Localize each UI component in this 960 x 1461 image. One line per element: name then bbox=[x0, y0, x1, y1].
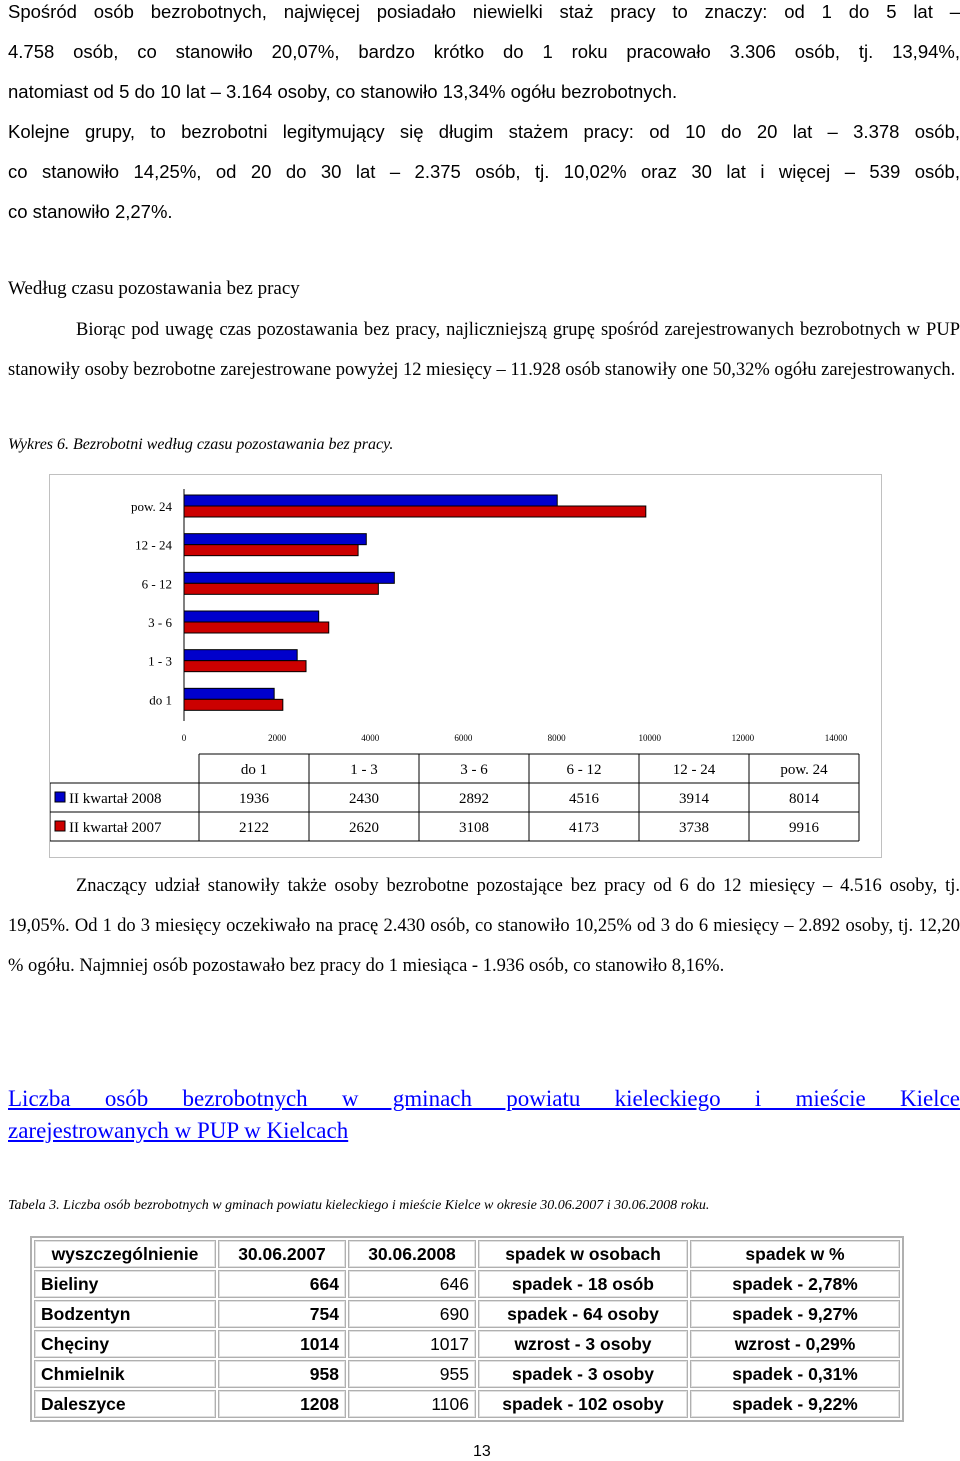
gmina-name: Daleszyce bbox=[34, 1390, 216, 1418]
change-percent: spadek - 2,78% bbox=[690, 1270, 900, 1298]
value-2008: 690 bbox=[348, 1300, 476, 1328]
bar bbox=[184, 650, 297, 661]
intro-line: co stanowiło 2,27%. bbox=[8, 201, 173, 222]
data-table-value: 2892 bbox=[459, 791, 489, 807]
intro-line: Kolejne grupy, to bezrobotni legitymujący się długim stażem pracy: od 10 do 20 lat – 3.378 osób, bbox=[8, 121, 960, 142]
gmina-unemployment-table bbox=[30, 1236, 904, 1422]
header-cell: wyszczególnienie bbox=[34, 1240, 216, 1268]
data-table-header: 6 - 12 bbox=[566, 762, 602, 778]
data-table-value: 9916 bbox=[789, 820, 819, 836]
data-table-header: 3 - 6 bbox=[460, 762, 488, 778]
gmina-name: Chmielnik bbox=[34, 1360, 216, 1388]
significant-share-text: Znaczący udział stanowiły także osoby bezrobotne pozostające bez pracy od 6 do 12 miesięcy – 4.516 osoby, tj. 19,05%. Od 1 do 3 miesięcy oczekiwało na pracę 2.430 osób, co stanowiło 10,25% od 3 do 6 miesięcy – 2.892 osoby, tj. 12,20 % ogółu. Najmniej osób pozostawało bez pracy do 1 miesiąca - 1.936 osób, co stanowiło 8,16%. bbox=[8, 876, 960, 976]
table-row bbox=[34, 1360, 900, 1388]
x-tick-label: 2000 bbox=[268, 733, 287, 743]
change-persons: spadek - 18 osób bbox=[478, 1270, 688, 1298]
change-persons: spadek - 102 osoby bbox=[478, 1390, 688, 1418]
value-2008: 955 bbox=[348, 1360, 476, 1388]
bar bbox=[184, 495, 557, 506]
value-2007: 958 bbox=[218, 1360, 346, 1388]
data-table-value: 1936 bbox=[239, 791, 269, 807]
bar bbox=[184, 688, 274, 699]
intro-line: 4.758 osób, co stanowiło 20,07%, bardzo krótko do 1 roku pracowało 3.306 osób, tj. 13,94%, bbox=[8, 41, 960, 62]
bar bbox=[184, 534, 366, 545]
bar bbox=[184, 572, 394, 583]
value-2008: 1106 bbox=[348, 1390, 476, 1418]
bar bbox=[184, 661, 306, 672]
duration-text: Biorąc pod uwagę czas pozostawania bez pracy, najliczniejszą grupę spośród zarejestrowanych bezrobotnych w PUP stanowiły osoby bezrobotne zarejestrowane powyżej 12 miesięcy – 11.928 osób stanowiły one 50,32% ogółu zarejestrowanych. bbox=[8, 320, 960, 380]
intro-paragraph bbox=[8, 0, 960, 232]
x-tick-label: 10000 bbox=[638, 733, 661, 743]
bar bbox=[184, 611, 319, 622]
value-2007: 664 bbox=[218, 1270, 346, 1298]
change-persons: spadek - 64 osoby bbox=[478, 1300, 688, 1328]
category-label: 3 - 6 bbox=[148, 615, 172, 630]
data-table-value: 2620 bbox=[349, 820, 379, 836]
change-percent: spadek - 0,31% bbox=[690, 1360, 900, 1388]
category-label: 12 - 24 bbox=[135, 537, 172, 553]
unemployment-duration-chart bbox=[49, 474, 882, 858]
legend-series-name: II kwartał 2008 bbox=[69, 791, 162, 807]
duration-paragraph bbox=[8, 310, 960, 390]
x-tick-label: 8000 bbox=[547, 733, 566, 743]
table-row bbox=[34, 1390, 900, 1418]
legend-series-name: II kwartał 2007 bbox=[69, 820, 162, 836]
data-table-header: 12 - 24 bbox=[672, 762, 716, 778]
bar-chart-svg bbox=[50, 475, 881, 857]
category-label: pow. 24 bbox=[130, 499, 172, 514]
value-2008: 646 bbox=[348, 1270, 476, 1298]
table-caption: Tabela 3. Liczba osób bezrobotnych w gminach powiatu kieleckiego i mieście Kielce w okresie 30.06.2007 i 30.06.2008 roku. bbox=[8, 1198, 710, 1213]
change-percent: spadek - 9,27% bbox=[690, 1300, 900, 1328]
header-cell: 30.06.2008 bbox=[348, 1240, 476, 1268]
data-table-value: 3108 bbox=[459, 820, 489, 836]
x-tick-label: 0 bbox=[181, 733, 187, 743]
value-2007: 1208 bbox=[218, 1390, 346, 1418]
value-2007: 1014 bbox=[218, 1330, 346, 1358]
page-number: 13 bbox=[473, 1443, 491, 1460]
significant-share-paragraph bbox=[8, 866, 960, 986]
data-table-value: 3738 bbox=[679, 820, 709, 836]
section-heading: Według czasu pozostawania bez pracy bbox=[8, 278, 300, 299]
legend-swatch bbox=[55, 821, 65, 831]
category-label: 6 - 12 bbox=[141, 576, 172, 592]
value-2008: 1017 bbox=[348, 1330, 476, 1358]
gmina-heading-line-2: zarejestrowanych w PUP w Kielcach bbox=[8, 1118, 349, 1143]
change-percent: wzrost - 0,29% bbox=[690, 1330, 900, 1358]
bar bbox=[184, 622, 329, 633]
x-tick-label: 4000 bbox=[361, 733, 380, 743]
intro-line: natomiast od 5 do 10 lat – 3.164 osoby, co stanowiło 13,34% ogółu bezrobotnych. bbox=[8, 81, 678, 102]
bar bbox=[184, 545, 358, 556]
gmina-heading-line-1: Liczba osób bezrobotnych w gminach powiatu kieleckiego i mieście Kielce bbox=[8, 1086, 960, 1111]
data-table-value: 4173 bbox=[569, 820, 599, 836]
category-label: 1 - 3 bbox=[148, 653, 172, 669]
data-table-value: 2430 bbox=[349, 791, 379, 807]
x-tick-label: 12000 bbox=[731, 733, 755, 743]
change-persons: spadek - 3 osoby bbox=[478, 1360, 688, 1388]
gmina-name: Bieliny bbox=[34, 1270, 216, 1298]
bar bbox=[184, 583, 378, 594]
table-row bbox=[34, 1300, 900, 1328]
data-table-value: 8014 bbox=[789, 791, 819, 807]
gmina-section-heading bbox=[8, 1083, 960, 1147]
table-header-row bbox=[34, 1240, 900, 1268]
table-row bbox=[34, 1330, 900, 1358]
table-row bbox=[34, 1270, 900, 1298]
bar bbox=[184, 699, 283, 710]
value-2007: 754 bbox=[218, 1300, 346, 1328]
bar bbox=[184, 506, 646, 517]
figure-caption: Wykres 6. Bezrobotni według czasu pozostawania bez pracy. bbox=[8, 436, 394, 453]
header-cell: spadek w osobach bbox=[478, 1240, 688, 1268]
intro-line: co stanowiło 14,25%, od 20 do 30 lat – 2.375 osób, tj. 10,02% oraz 30 lat i więcej – 539 osób, bbox=[8, 161, 960, 182]
data-table-header: pow. 24 bbox=[780, 762, 828, 778]
data-table-header: 1 - 3 bbox=[350, 762, 378, 778]
category-label: do 1 bbox=[149, 692, 172, 708]
header-cell: 30.06.2007 bbox=[218, 1240, 346, 1268]
intro-line: Spośród osób bezrobotnych, najwięcej posiadało niewielki staż pracy to znaczy: od 1 do 5 lat – bbox=[8, 1, 960, 22]
change-percent: spadek - 9,22% bbox=[690, 1390, 900, 1418]
gmina-name: Bodzentyn bbox=[34, 1300, 216, 1328]
gmina-name: Chęciny bbox=[34, 1330, 216, 1358]
x-tick-label: 14000 bbox=[824, 733, 848, 743]
header-cell: spadek w % bbox=[690, 1240, 900, 1268]
data-table-value: 3914 bbox=[679, 791, 709, 807]
legend-swatch bbox=[55, 792, 65, 802]
data-table-value: 2122 bbox=[239, 820, 269, 836]
change-persons: wzrost - 3 osoby bbox=[478, 1330, 688, 1358]
data-table-header: do 1 bbox=[240, 762, 268, 778]
data-table-value: 4516 bbox=[569, 791, 599, 807]
x-tick-label: 6000 bbox=[454, 733, 473, 743]
